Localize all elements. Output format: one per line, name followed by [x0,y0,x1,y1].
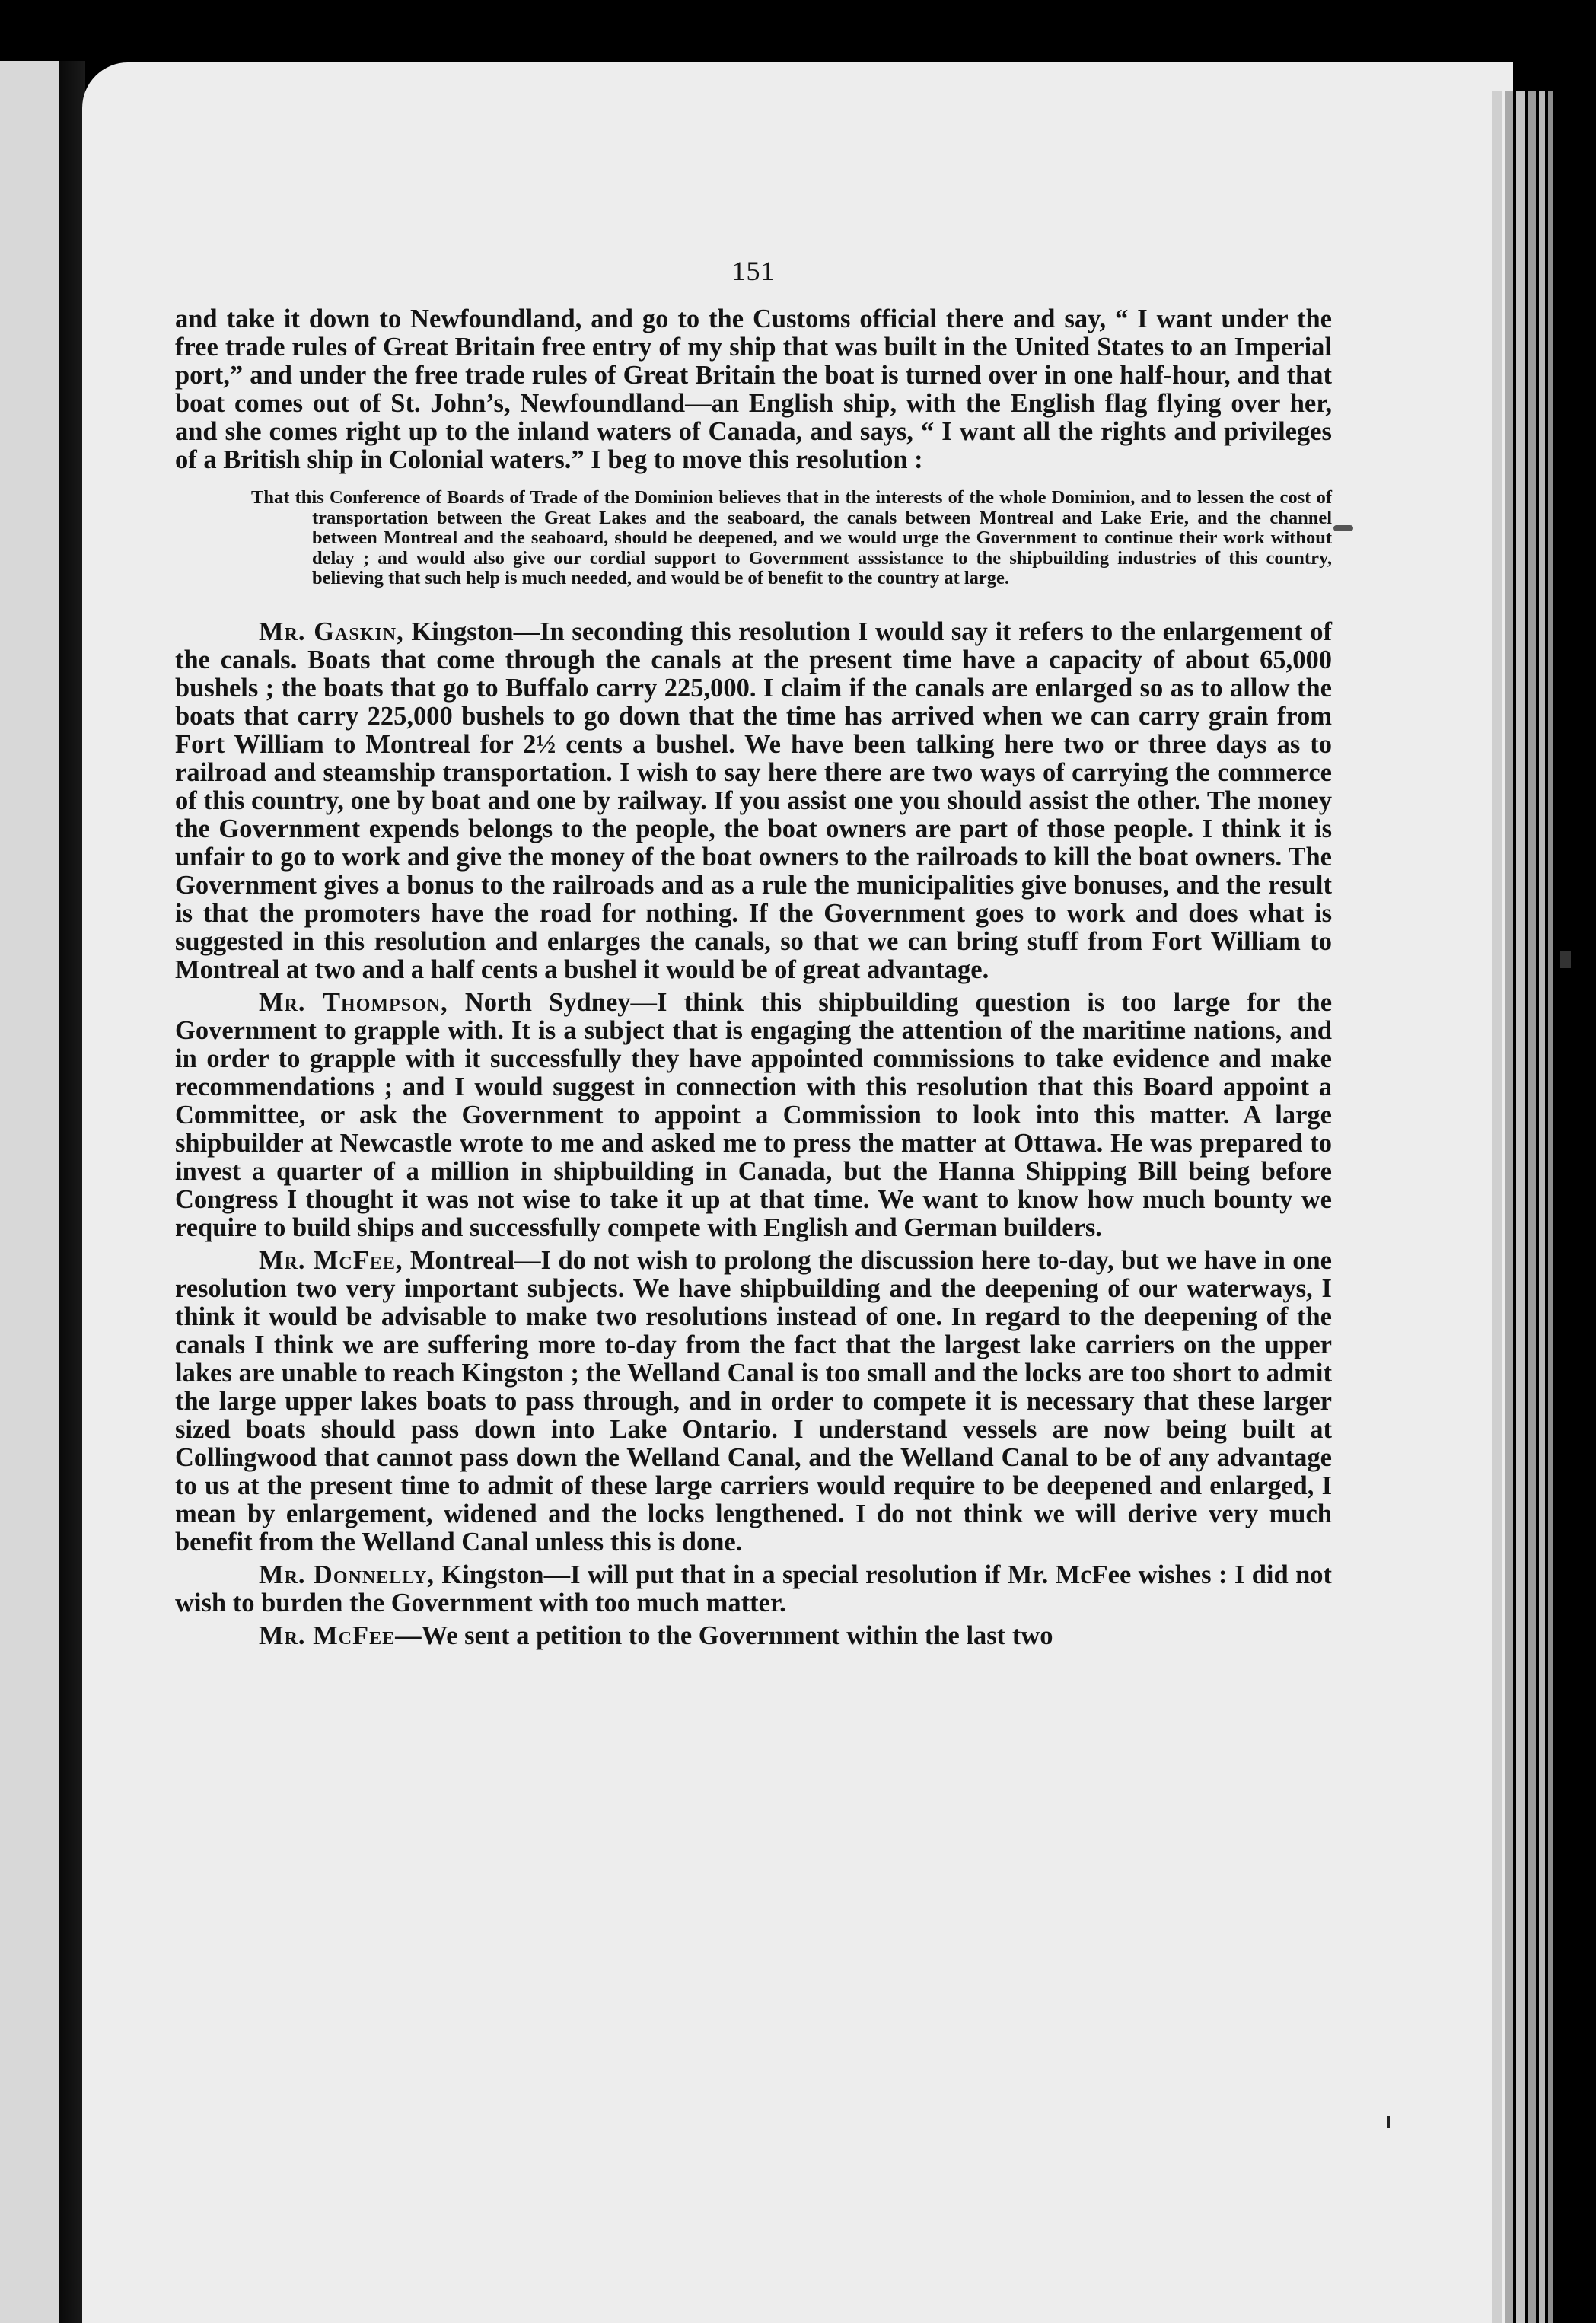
thompson-paragraph [175,989,1332,1242]
mcfee-paragraph [175,1247,1332,1557]
page-edge-strip [1505,91,1513,2323]
speaker-name: Mr. Thompson, [259,987,448,1017]
page-text-block [175,255,1332,1650]
speech-text: Montreal—I do not wish to prolong the discussion here to-day, but we have in one resolution two very important subjects. We have shipbuilding and the deepening of our waterways, I think it would be advisable to make two resolutions instead of one. In regard to the deepening of the canals I think we are suffering more to-day from the fact that the largest lake carriers on the upper lakes are unable to reach Kingston ; the Welland Canal is too small and the locks are too short to admit the large upper lakes boats to pass through, and in order to compete it is necessary that these larger sized boats should pass down into Lake Ontario. I understand vessels are now being built at Collingwood that cannot pass down the Welland Canal, and the Welland Canal to be of any advantage to us at the present time to admit of these large carriers would require to be deepened and enlarged, I mean by enlargement, widened and the locks lengthened. I do not think we will derive very much benefit from the Welland Canal unless this is done. [175,1245,1332,1557]
speech-text: —We sent a petition to the Government within the last two [395,1620,1053,1650]
scan-speck [1560,951,1571,968]
scan-speck [1333,525,1353,531]
speaker-name: Mr. Donnelly, [259,1560,435,1589]
page-edge-strip [1539,91,1545,2323]
speaker-name: Mr. McFee [259,1620,396,1650]
resolution-text: That this Conference of Boards of Trade of the Dominion believes that in the interests of the whole Dominion, and to lessen the cost of transportation between the Great Lakes and the seaboard, the canals between Montreal and Lake Erie, and the channel between Montreal and the seaboard, should be deepened, and we would urge the Government to continue their work without delay ; and would also give our cordial support to Government asssistance to the shipbuilding industries of this country, believing that such help is much needed, and would be of benefit to the country at large. [251,487,1332,588]
speaker-name: Mr. McFee, [259,1245,403,1275]
page-edge-strip [1516,91,1525,2323]
speaker-name: Mr. Gaskin, [259,617,404,646]
gaskin-paragraph [175,618,1332,984]
speech-text: North Sydney—I think this shipbuilding question is too large for the Government to grapple with. It is a subject that is engaging the attention of the maritime nations, and in order to grapple with it successfully they have appointed commissions to take evidence and make recommendations ; and I would suggest in connection with this resolution that this Board appoint a Committee, or ask the Government to appoint a Commission to look into this matter. A large shipbuilder at Newcastle wrote to me and asked me to press the matter at Ottawa. He was prepared to invest a quarter of a million in shipbuilding in Canada, but the Hanna Shipping Bill being before Congress I thought it was not wise to take it up at that time. We want to know how much bounty we require to build ships and successfully compete with English and German builders. [175,987,1333,1242]
gutter-shadow [59,61,85,2323]
facing-page-edge [0,61,64,2323]
page-number: 151 [731,256,776,286]
donnelly-paragraph [175,1561,1332,1617]
speech-text: Kingston—I will put that in a special resolution if Mr. McFee wishes : I did not wish to burden the Government with too much matter. [175,1560,1332,1617]
speech-text: Kingston—In seconding this resolution I would say it refers to the enlargement of the canals. Boats that come through the canals at the present time have a capacity of about 65,000 bushels ; the boats that go to Buffalo carry 225,000. I claim if the canals are enlarged so as to allow the boats that carry 225,000 bushels to go down that the time has arrived when we can carry grain from Fort William to Montreal for 2½ cents a bushel. We have been talking here two or three days as to railroad and steamship transportation. I wish to say here there are two ways of carrying the commerce of this country, one by boat and one by railway. If you assist one you should assist the other. The money the Government expends belongs to the people, the boat owners are part of those people. I think it is unfair to go to work and give the money of the boat owners to the railroads to kill the boat owners. The Government gives a bonus to the railroads and as a rule the municipalities give bonuses, and the result is that the promoters have the road for nothing. If the Government goes to work and does what is suggested in this resolution and enlarges the canals, so that we can bring stuff from Fort William to Montreal at two and a half cents a bushel it would be of great advantage. [175,617,1332,984]
scan-speck [1387,2116,1390,2128]
page-edge-strip [1548,91,1553,2323]
page-edge-strip [1528,91,1536,2323]
page-edge-strip [1492,91,1502,2323]
intro-paragraph: and take it down to Newfoundland, and go to the Customs official there and say, “ I want under the free trade rules of Great Britain free entry of my ship that was built in the United States to an Imperial port,” and under the free trade rules of Great Britain the boat is turned over in one half-hour, and that boat comes out of St. John’s, Newfoundland—an English ship, with the English flag flying over her, and she comes right up to the inland waters of Canada, and says, “ I want all the rights and privileges of a British ship in Colonial waters.” I beg to move this resolution : [175,304,1332,474]
mcfee-second-paragraph [175,1622,1332,1650]
